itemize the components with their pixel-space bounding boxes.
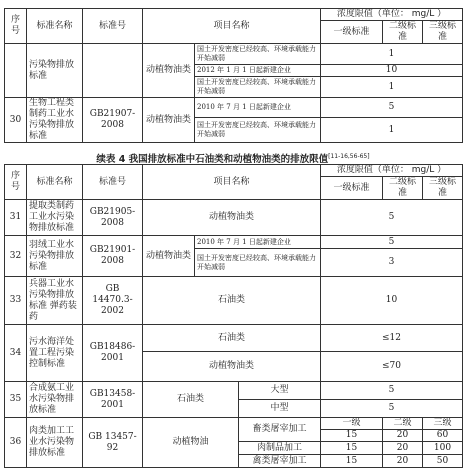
std-no-cell	[83, 44, 143, 98]
condition-cell: 国土开发密度已经较高、环境承载能力开始减弱	[195, 249, 321, 277]
condition-cell: 禽类屠宰加工	[239, 455, 321, 468]
table-bottom	[4, 164, 463, 468]
seq-cell: 30	[5, 98, 27, 143]
std-no-cell: GB21907-2008	[83, 98, 143, 143]
value-cell: 20	[383, 442, 423, 455]
table-row	[5, 277, 463, 325]
condition-cell: 大型	[239, 382, 321, 400]
std-no-line2: 14470.3-2002	[92, 295, 133, 316]
seq-cell	[5, 44, 27, 98]
value-cell: 20	[383, 430, 423, 442]
header-level2: 二级标准	[383, 21, 423, 44]
condition-cell: 中型	[239, 400, 321, 418]
level-label: 三级	[423, 418, 463, 430]
value-cell: ≤70	[321, 352, 463, 382]
value-cell: 20	[383, 455, 423, 468]
condition-cell: 畜类屠宰加工	[239, 418, 321, 442]
item-cell: 石油类	[143, 382, 239, 418]
table-row	[5, 44, 463, 65]
item-cell: 动植物油类	[143, 200, 321, 236]
value-cell: 10	[321, 65, 463, 77]
item-cell: 石油类	[143, 277, 321, 325]
std-name-cell: 兵器工业水污染物排放标准 弹药装药	[27, 277, 83, 325]
table-caption	[0, 151, 466, 165]
header-seq: 序号	[5, 165, 27, 200]
header-seq: 序号	[5, 9, 27, 44]
header-limit-title: 浓度限值（单位： mg/L ）	[321, 165, 463, 177]
seq-cell: 35	[5, 382, 27, 418]
header-level1: 一级标准	[321, 177, 383, 200]
header-level3: 三级标准	[423, 21, 463, 44]
header-limit-title: 浓度限值（单位： mg/L ）	[321, 9, 463, 21]
std-no-cell	[83, 277, 143, 325]
table-row	[5, 236, 463, 249]
value-cell: ≤12	[321, 325, 463, 352]
condition-cell: 国土开发密度已经较高、环境承载能力开始减弱	[195, 118, 321, 143]
std-no-cell: GB13458-2001	[83, 382, 143, 418]
value-cell: 5	[321, 400, 463, 418]
value-cell: 1	[321, 118, 463, 143]
seq-cell: 31	[5, 200, 27, 236]
header-level1: 一级标准	[321, 21, 383, 44]
header-item-name: 项目名称	[143, 165, 321, 200]
header-std-no: 标准号	[83, 165, 143, 200]
std-name-cell: 羽绒工业水污染物排放标准	[27, 236, 83, 277]
table-row	[5, 200, 463, 236]
value-cell: 50	[423, 455, 463, 468]
table-row	[5, 418, 463, 430]
value-cell: 60	[423, 430, 463, 442]
std-no-line1: GB	[105, 284, 120, 294]
std-no-cell: GB21905-2008	[83, 200, 143, 236]
std-name-cell: 污水海洋处置工程污染控制标准	[27, 325, 83, 382]
value-cell: 15	[321, 430, 383, 442]
std-name-cell: 提取类制药工业水污染物排放标准	[27, 200, 83, 236]
condition-cell: 国土开发密度已经较高、环境承载能力开始减弱	[195, 77, 321, 98]
item-cell: 动植物油类	[143, 236, 195, 277]
value-cell: 1	[321, 44, 463, 65]
seq-cell: 36	[5, 418, 27, 468]
item-cell: 动植物油类	[143, 352, 321, 382]
std-name-cell: 生物工程类制药工业水污染物排放标准	[27, 98, 83, 143]
std-no-cell: GB 13457-92	[83, 418, 143, 468]
level-label: 二级	[383, 418, 423, 430]
value-cell: 5	[321, 382, 463, 400]
table-row	[5, 98, 463, 118]
seq-cell: 34	[5, 325, 27, 382]
std-name-cell: 合成氨工业水污染物排放标准	[27, 382, 83, 418]
condition-cell: 2010 年 7 月 1 日起新建企业	[195, 236, 321, 249]
header-std-name: 标准名称	[27, 9, 83, 44]
seq-cell: 32	[5, 236, 27, 277]
table-row	[5, 325, 463, 352]
value-cell: 3	[321, 249, 463, 277]
condition-cell: 2010 年 7 月 1 日起新建企业	[195, 98, 321, 118]
item-cell: 动植物油类	[143, 98, 195, 143]
item-cell: 动植物油类	[143, 44, 195, 98]
value-cell: 5	[321, 98, 463, 118]
header-item-name: 项目名称	[143, 9, 321, 44]
value-cell: 15	[321, 442, 383, 455]
value-cell: 5	[321, 236, 463, 249]
value-cell: 10	[321, 277, 463, 325]
value-cell: 1	[321, 77, 463, 98]
condition-cell: 肉制品加工	[239, 442, 321, 455]
condition-cell: 国土开发密度已经较高、环境承载能力开始减弱	[195, 44, 321, 65]
header-level3: 三级标准	[423, 177, 463, 200]
std-no-cell: GB18486-2001	[83, 325, 143, 382]
caption-ref: [11-16,56-65]	[328, 152, 370, 160]
seq-cell: 33	[5, 277, 27, 325]
condition-cell: 2012 年 1 月 1 日起新建企业	[195, 65, 321, 77]
header-row-1	[5, 165, 463, 177]
table-row	[5, 382, 463, 400]
item-cell: 石油类	[143, 325, 321, 352]
table-top	[4, 8, 463, 143]
value-cell: 100	[423, 442, 463, 455]
std-name-cell: 肉类加工工业水污染物排放标准	[27, 418, 83, 468]
std-name-cell: 污染物排放标准	[27, 44, 83, 98]
header-std-no: 标准号	[83, 9, 143, 44]
item-cell: 动植物油	[143, 418, 239, 468]
value-cell: 15	[321, 455, 383, 468]
header-std-name: 标准名称	[27, 165, 83, 200]
value-cell: 5	[321, 200, 463, 236]
std-no-cell: GB21901-2008	[83, 236, 143, 277]
header-row-1	[5, 9, 463, 21]
caption-text: 续表 4 我国排放标准中石油类和动植物油类的排放限值	[96, 154, 329, 165]
header-level2: 二级标准	[383, 177, 423, 200]
level-label: 一级	[321, 418, 383, 430]
